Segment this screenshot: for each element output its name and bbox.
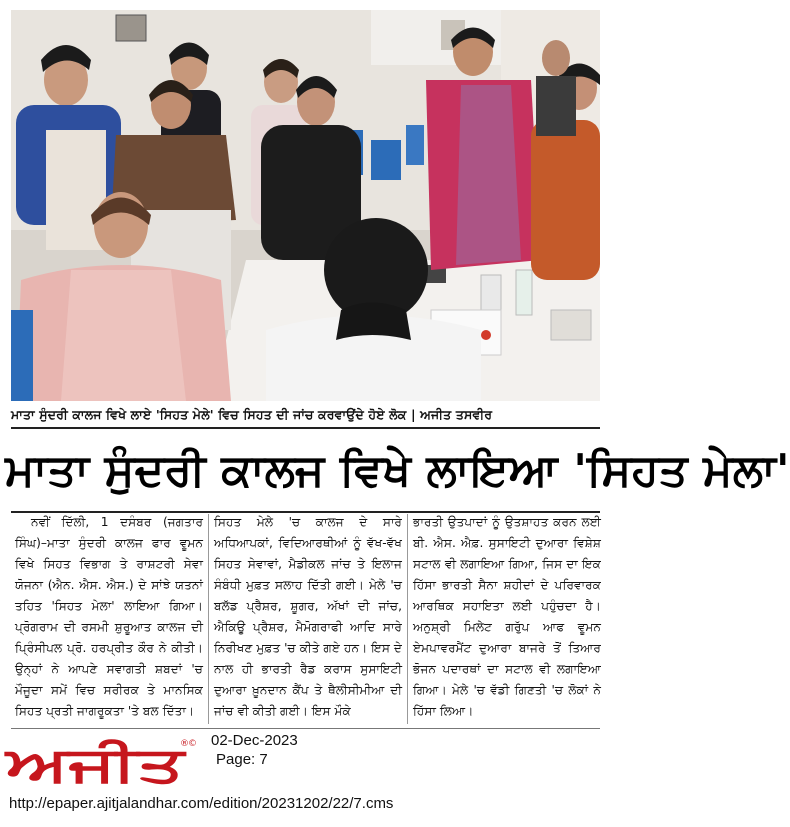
caption-divider [11, 427, 600, 429]
edition-date: 02-Dec-2023 [211, 732, 298, 749]
article-column-2: ਸਿਹਤ ਮੇਲੇ 'ਚ ਕਾਲਜ ਦੇ ਸਾਰੇ ਅਧਿਆਪਕਾਂ, ਵਿਦਿਆਰਥੀਆਂ ਨੂੰ ਵੱਖ-ਵੱਖ ਸਿਹਤ ਸੇਵਾਵਾਂ, ਮੈਡੀਕਲ ਜਾਂਚ ਤੇ ਇਲਾਜ ਸੰਬੰਧੀ ਮੁਫ਼ਤ ਸਲਾਹ ਦਿੱਤੀ ਗਈ। ਮੇਲੇ 'ਚ ਬਲੱਡ ਪ੍ਰੈਸ਼ਰ, ਸ਼ੂਗਰ, ਅੱਖਾਂ ਦੀ ਜਾਂਚ, ਐਕਿਊ ਪ੍ਰੈਸ਼ਰ, ਮੈਮੋਗਰਾਫੀ ਆਦਿ ਸਾਰੇ ਨਿਰੀਖਣ ਮੁਫ਼ਤ 'ਚ ਕੀਤੇ ਗਏ ਹਨ। ਇਸ ਦੇ ਨਾਲ ਹੀ ਭਾਰਤੀ ਰੈਡ ਕਰਾਸ ਸੁਸਾਇਟੀ ਦੁਆਰਾ ਖ਼ੂਨਦਾਨ ਕੈਂਪ ਤੇ ਥੈਲੀਸੀਮੀਆ ਦੀ ਜਾਂਚ ਵੀ ਕੀਤੀ ਗਈ। ਇਸ ਮੌਕੇ [214, 515, 402, 718]
article-column-1: ਨਵੀਂ ਦਿੱਲੀ, 1 ਦਸੰਬਰ (ਜਗਤਾਰ ਸਿੰਘ)–ਮਾਤਾ ਸੁੰਦਰੀ ਕਾਲਜ ਫਾਰ ਵੂਮਨ ਵਿਖੇ ਸਿਹਤ ਵਿਭਾਗ ਤੇ ਰਾਸ਼ਟਰੀ ਸੇਵਾ ਯੋਜਨਾ (ਐਨ. ਐਸ. ਐਸ.) ਦੇ ਸਾਂਝੇ ਯਤਨਾਂ ਤਹਿਤ 'ਸਿਹਤ ਮੇਲਾ' ਲਾਇਆ ਗਿਆ। ਪ੍ਰੋਗਰਾਮ ਦੀ ਰਸਮੀ ਸ਼ੁਰੂਆਤ ਕਾਲਜ ਦੀ ਪ੍ਰਿੰਸੀਪਲ ਪ੍ਰੋ. ਹਰਪ੍ਰੀਤ ਕੌਰ ਨੇ ਕੀਤੀ। ਉਨ੍ਹਾਂ ਨੇ ਆਪਣੇ ਸਵਾਗਤੀ ਸ਼ਬਦਾਂ 'ਚ ਮੌਜੂਦਾ ਸਮੇਂ ਵਿਚ ਸਰੀਰਕ ਤੇ ਮਾਨਸਿਕ ਸਿਹਤ ਪ੍ਰਤੀ ਜਾਗਰੂਕਤਾ 'ਤੇ ਬਲ ਦਿੱਤਾ। [15, 515, 203, 718]
ajit-logo [2, 733, 196, 793]
logo-text: ਅਜੀਤ [2, 737, 188, 793]
page-number: Page: 7 [216, 751, 268, 768]
column-divider [208, 514, 209, 724]
epaper-url[interactable]: http://epaper.ajitjalandhar.com/edition/20231202/22/7.cms [9, 795, 394, 812]
column-divider [407, 514, 408, 724]
photo-caption: ਮਾਤਾ ਸੁੰਦਰੀ ਕਾਲਜ ਵਿਖੇ ਲਾਏ 'ਸਿਹਤ ਮੇਲੇ' ਵਿਚ ਸਿਹਤ ਦੀ ਜਾਂਚ ਕਰਵਾਉਂਦੇ ਹੋਏ ਲੋਕ | ਅਜੀਤ ਤਸਵੀਰ [11, 407, 493, 422]
article-headline: ਮਾਤਾ ਸੁੰਦਰੀ ਕਾਲਜ ਵਿਖੇ ਲਾਇਆ 'ਸਿਹਤ ਮੇਲਾ' [5, 445, 790, 496]
footer-divider [11, 728, 600, 729]
copyright-mark: © [188, 739, 197, 749]
news-photo [11, 10, 600, 401]
health-fair-photo [11, 10, 600, 401]
registered-mark: ® [180, 739, 189, 749]
article-column-3: ਭਾਰਤੀ ਉਤਪਾਦਾਂ ਨੂੰ ਉਤਸ਼ਾਹਤ ਕਰਨ ਲਈ ਬੀ. ਐਸ. ਐਫ਼. ਸੁਸਾਇਟੀ ਦੁਆਰਾ ਵਿਸ਼ੇਸ਼ ਸਟਾਲ ਵੀ ਲਗਾਇਆ ਗਿਆ, ਜਿਸ ਦਾ ਇਕ ਹਿੱਸਾ ਭਾਰਤੀ ਸੈਨਾ ਸ਼ਹੀਦਾਂ ਦੇ ਪਰਿਵਾਰਕ ਆਰਥਿਕ ਸਹਾਇਤਾ ਲਈ ਪਹੁੰਚਦਾ ਹੈ। ਅਨੁਸ਼੍ਰੀ ਮਿਲੇਟ ਗਰੁੱਪ ਆਫ ਵੂਮਨ ਏਮਪਾਵਰਮੈਂਟ ਦੁਆਰਾ ਬਾਜਰੇ ਤੋਂ ਤਿਆਰ ਭੋਜਨ ਪਦਾਰਥਾਂ ਦਾ ਸਟਾਲ ਵੀ ਲਗਾਇਆ ਗਿਆ। ਮੇਲੇ 'ਚ ਵੱਡੀ ਗਿਣਤੀ 'ਚ ਲੋਕਾਂ ਨੇ ਹਿੱਸਾ ਲਿਆ। [413, 515, 601, 718]
